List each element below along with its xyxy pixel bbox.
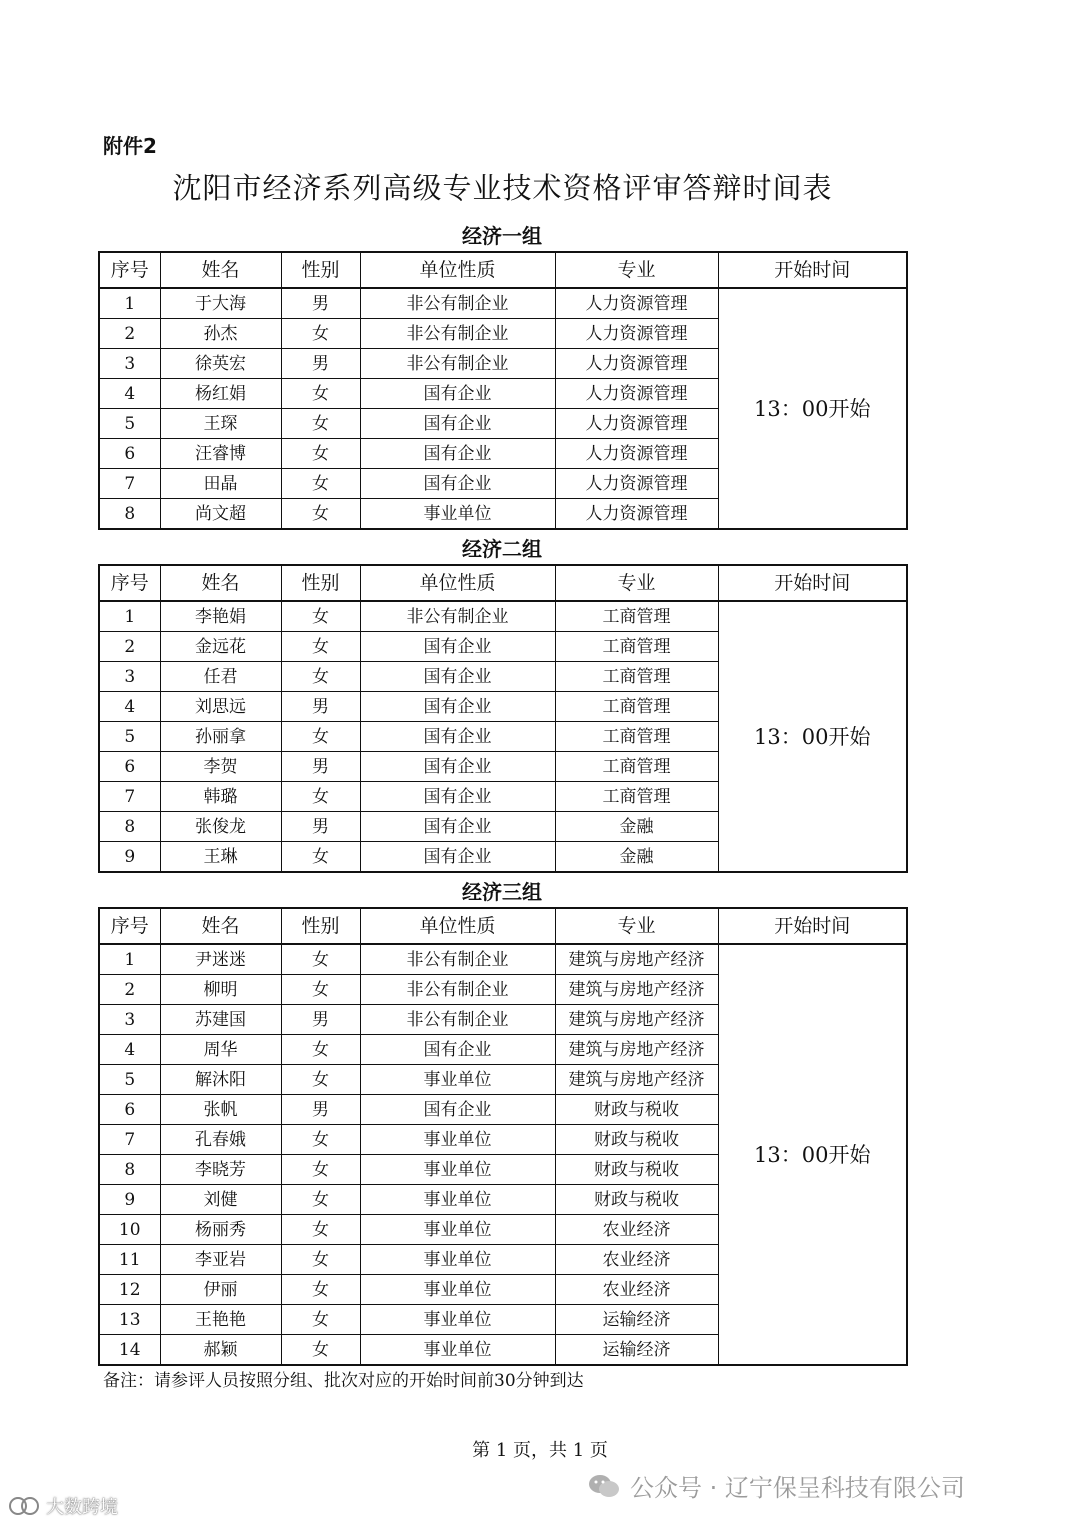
table-cell: 国有企业 xyxy=(360,469,555,499)
table-cell: 6 xyxy=(99,1095,160,1125)
table-cell: 人力资源管理 xyxy=(555,319,718,349)
page-number: 第 1 页，共 1 页 xyxy=(472,1440,608,1461)
table-cell: 工商管理 xyxy=(555,752,718,782)
table-cell: 8 xyxy=(99,499,160,530)
column-header: 专业 xyxy=(555,252,718,288)
table-cell: 男 xyxy=(281,812,360,842)
table-cell: 工商管理 xyxy=(555,662,718,692)
table-cell: 孙丽拿 xyxy=(160,722,281,752)
table-cell: 事业单位 xyxy=(360,1185,555,1215)
table-cell: 财政与税收 xyxy=(555,1185,718,1215)
table-cell: 国有企业 xyxy=(360,692,555,722)
table-cell: 3 xyxy=(99,1005,160,1035)
table-cell: 9 xyxy=(99,1185,160,1215)
column-header: 姓名 xyxy=(160,252,281,288)
table-cell: 女 xyxy=(281,722,360,752)
schedule-table xyxy=(98,564,908,873)
table-cell: 国有企业 xyxy=(360,782,555,812)
table-cell: 女 xyxy=(281,499,360,530)
wechat-icon xyxy=(588,1474,620,1498)
table-cell: 女 xyxy=(281,409,360,439)
table-cell: 8 xyxy=(99,1155,160,1185)
table-cell: 杨丽秀 xyxy=(160,1215,281,1245)
table-cell: 韩璐 xyxy=(160,782,281,812)
table-cell: 事业单位 xyxy=(360,1245,555,1275)
table-row xyxy=(99,288,907,319)
table-cell: 1 xyxy=(99,944,160,975)
table-cell: 男 xyxy=(281,288,360,319)
header-row xyxy=(99,252,907,288)
table-cell: 男 xyxy=(281,692,360,722)
table-cell: 1 xyxy=(99,601,160,632)
table-cell: 李亚岩 xyxy=(160,1245,281,1275)
table-cell: 1 xyxy=(99,288,160,319)
table-cell: 女 xyxy=(281,601,360,632)
table-cell: 财政与税收 xyxy=(555,1125,718,1155)
table-cell: 7 xyxy=(99,1125,160,1155)
table-cell: 金融 xyxy=(555,812,718,842)
column-header: 性别 xyxy=(281,565,360,601)
table-cell: 农业经济 xyxy=(555,1275,718,1305)
table-cell: 国有企业 xyxy=(360,662,555,692)
table-cell: 女 xyxy=(281,469,360,499)
column-header: 单位性质 xyxy=(360,252,555,288)
table-cell: 事业单位 xyxy=(360,1155,555,1185)
table-cell: 李艳娟 xyxy=(160,601,281,632)
table-cell: 国有企业 xyxy=(360,632,555,662)
table-cell: 女 xyxy=(281,379,360,409)
table-cell: 工商管理 xyxy=(555,632,718,662)
table-cell: 财政与税收 xyxy=(555,1155,718,1185)
column-header: 性别 xyxy=(281,908,360,944)
table-cell: 4 xyxy=(99,1035,160,1065)
table-cell: 事业单位 xyxy=(360,1065,555,1095)
table-cell: 女 xyxy=(281,1245,360,1275)
table-cell: 5 xyxy=(99,1065,160,1095)
column-header: 性别 xyxy=(281,252,360,288)
table-cell: 14 xyxy=(99,1335,160,1366)
table-cell: 非公有制企业 xyxy=(360,319,555,349)
table-cell: 12 xyxy=(99,1275,160,1305)
table-cell: 事业单位 xyxy=(360,1305,555,1335)
table-cell: 4 xyxy=(99,379,160,409)
table-cell: 女 xyxy=(281,1125,360,1155)
table-cell: 王琳 xyxy=(160,842,281,873)
table-cell: 王艳艳 xyxy=(160,1305,281,1335)
table-cell: 杨红娟 xyxy=(160,379,281,409)
table-cell: 国有企业 xyxy=(360,752,555,782)
table-cell: 人力资源管理 xyxy=(555,499,718,530)
table-cell: 男 xyxy=(281,1095,360,1125)
table-cell: 女 xyxy=(281,662,360,692)
table-cell: 金融 xyxy=(555,842,718,873)
table-cell: 人力资源管理 xyxy=(555,288,718,319)
table-cell: 李晓芳 xyxy=(160,1155,281,1185)
table-cell: 建筑与房地产经济 xyxy=(555,975,718,1005)
start-time-cell: 13：00开始 xyxy=(718,288,907,529)
table-cell: 张帆 xyxy=(160,1095,281,1125)
table-cell: 男 xyxy=(281,752,360,782)
table-cell: 工商管理 xyxy=(555,782,718,812)
table-cell: 13 xyxy=(99,1305,160,1335)
corner-watermark-text: 大数跨境 xyxy=(46,1497,118,1518)
table-cell: 建筑与房地产经济 xyxy=(555,944,718,975)
table-cell: 财政与税收 xyxy=(555,1095,718,1125)
table-cell: 人力资源管理 xyxy=(555,439,718,469)
table-cell: 9 xyxy=(99,842,160,873)
table-cell: 女 xyxy=(281,842,360,873)
table-cell: 6 xyxy=(99,439,160,469)
table-cell: 3 xyxy=(99,662,160,692)
header-row xyxy=(99,565,907,601)
table-cell: 女 xyxy=(281,944,360,975)
brand-logo-icon xyxy=(8,1495,42,1517)
wechat-watermark-text: 公众号 · 辽宁保呈科技有限公司 xyxy=(630,1474,965,1502)
table-cell: 3 xyxy=(99,349,160,379)
table-cell: 女 xyxy=(281,439,360,469)
attachment-label: 附件2 xyxy=(103,134,157,158)
column-header: 姓名 xyxy=(160,908,281,944)
table-cell: 女 xyxy=(281,1275,360,1305)
column-header: 开始时间 xyxy=(718,252,907,288)
table-cell: 苏建国 xyxy=(160,1005,281,1035)
column-header: 单位性质 xyxy=(360,908,555,944)
start-time-cell: 13：00开始 xyxy=(718,601,907,872)
table-cell: 农业经济 xyxy=(555,1245,718,1275)
column-header: 专业 xyxy=(555,565,718,601)
table-cell: 2 xyxy=(99,632,160,662)
table-cell: 11 xyxy=(99,1245,160,1275)
table-cell: 工商管理 xyxy=(555,722,718,752)
table-cell: 女 xyxy=(281,1305,360,1335)
table-cell: 人力资源管理 xyxy=(555,379,718,409)
table-cell: 事业单位 xyxy=(360,1215,555,1245)
table-cell: 运输经济 xyxy=(555,1335,718,1366)
column-header: 序号 xyxy=(99,252,160,288)
column-header: 开始时间 xyxy=(718,565,907,601)
column-header: 姓名 xyxy=(160,565,281,601)
schedule-table xyxy=(98,907,908,1366)
remark-note: 备注：请参评人员按照分组、批次对应的开始时间前30分钟到达 xyxy=(103,1371,584,1391)
table-cell: 女 xyxy=(281,1065,360,1095)
table-cell: 建筑与房地产经济 xyxy=(555,1005,718,1035)
table-cell: 国有企业 xyxy=(360,439,555,469)
table-cell: 非公有制企业 xyxy=(360,288,555,319)
table-cell: 女 xyxy=(281,975,360,1005)
table-cell: 徐英宏 xyxy=(160,349,281,379)
table-cell: 金远花 xyxy=(160,632,281,662)
table-cell: 国有企业 xyxy=(360,1095,555,1125)
table-cell: 孔春娥 xyxy=(160,1125,281,1155)
table-cell: 女 xyxy=(281,632,360,662)
table-cell: 非公有制企业 xyxy=(360,975,555,1005)
table-cell: 伊丽 xyxy=(160,1275,281,1305)
table-cell: 4 xyxy=(99,692,160,722)
table-cell: 男 xyxy=(281,1005,360,1035)
table-cell: 刘健 xyxy=(160,1185,281,1215)
table-cell: 汪睿博 xyxy=(160,439,281,469)
table-cell: 5 xyxy=(99,722,160,752)
table-cell: 运输经济 xyxy=(555,1305,718,1335)
column-header: 序号 xyxy=(99,565,160,601)
wechat-watermark xyxy=(588,1468,965,1503)
table-cell: 尚文超 xyxy=(160,499,281,530)
table-cell: 国有企业 xyxy=(360,409,555,439)
table-cell: 5 xyxy=(99,409,160,439)
table-row xyxy=(99,944,907,975)
table-cell: 解沐阳 xyxy=(160,1065,281,1095)
table-cell: 非公有制企业 xyxy=(360,1005,555,1035)
table-cell: 非公有制企业 xyxy=(360,601,555,632)
table-cell: 6 xyxy=(99,752,160,782)
corner-watermark xyxy=(8,1493,118,1519)
table-cell: 7 xyxy=(99,782,160,812)
table-cell: 郝颖 xyxy=(160,1335,281,1366)
table-cell: 农业经济 xyxy=(555,1215,718,1245)
table-cell: 女 xyxy=(281,1185,360,1215)
table-cell: 女 xyxy=(281,1035,360,1065)
table-cell: 柳明 xyxy=(160,975,281,1005)
table-cell: 于大海 xyxy=(160,288,281,319)
column-header: 序号 xyxy=(99,908,160,944)
table-cell: 工商管理 xyxy=(555,692,718,722)
table-cell: 孙杰 xyxy=(160,319,281,349)
header-row xyxy=(99,908,907,944)
table-cell: 女 xyxy=(281,1335,360,1366)
table-cell: 女 xyxy=(281,319,360,349)
schedule-table xyxy=(98,251,908,530)
table-cell: 国有企业 xyxy=(360,722,555,752)
start-time-cell: 13：00开始 xyxy=(718,944,907,1365)
table-cell: 人力资源管理 xyxy=(555,349,718,379)
table-cell: 周华 xyxy=(160,1035,281,1065)
table-cell: 任君 xyxy=(160,662,281,692)
table-cell: 人力资源管理 xyxy=(555,469,718,499)
table-cell: 事业单位 xyxy=(360,1125,555,1155)
table-cell: 2 xyxy=(99,319,160,349)
group-title: 经济一组 xyxy=(462,224,542,248)
table-cell: 10 xyxy=(99,1215,160,1245)
table-cell: 7 xyxy=(99,469,160,499)
group-title: 经济三组 xyxy=(462,880,542,904)
table-cell: 国有企业 xyxy=(360,1035,555,1065)
table-cell: 女 xyxy=(281,1155,360,1185)
table-cell: 事业单位 xyxy=(360,499,555,530)
column-header: 专业 xyxy=(555,908,718,944)
table-cell: 工商管理 xyxy=(555,601,718,632)
table-cell: 建筑与房地产经济 xyxy=(555,1065,718,1095)
table-cell: 女 xyxy=(281,782,360,812)
table-cell: 2 xyxy=(99,975,160,1005)
table-cell: 男 xyxy=(281,349,360,379)
table-cell: 张俊龙 xyxy=(160,812,281,842)
table-cell: 田晶 xyxy=(160,469,281,499)
table-cell: 女 xyxy=(281,1215,360,1245)
table-cell: 李贺 xyxy=(160,752,281,782)
table-cell: 人力资源管理 xyxy=(555,409,718,439)
table-cell: 王琛 xyxy=(160,409,281,439)
table-cell: 尹迷迷 xyxy=(160,944,281,975)
table-cell: 国有企业 xyxy=(360,842,555,873)
table-cell: 8 xyxy=(99,812,160,842)
table-cell: 事业单位 xyxy=(360,1335,555,1366)
table-cell: 建筑与房地产经济 xyxy=(555,1035,718,1065)
table-cell: 国有企业 xyxy=(360,379,555,409)
table-cell: 事业单位 xyxy=(360,1275,555,1305)
column-header: 开始时间 xyxy=(718,908,907,944)
table-row xyxy=(99,601,907,632)
page-title: 沈阳市经济系列高级专业技术资格评审答辩时间表 xyxy=(172,171,833,205)
table-cell: 非公有制企业 xyxy=(360,349,555,379)
group-title: 经济二组 xyxy=(462,537,542,561)
column-header: 单位性质 xyxy=(360,565,555,601)
table-cell: 非公有制企业 xyxy=(360,944,555,975)
table-cell: 国有企业 xyxy=(360,812,555,842)
table-cell: 刘思远 xyxy=(160,692,281,722)
